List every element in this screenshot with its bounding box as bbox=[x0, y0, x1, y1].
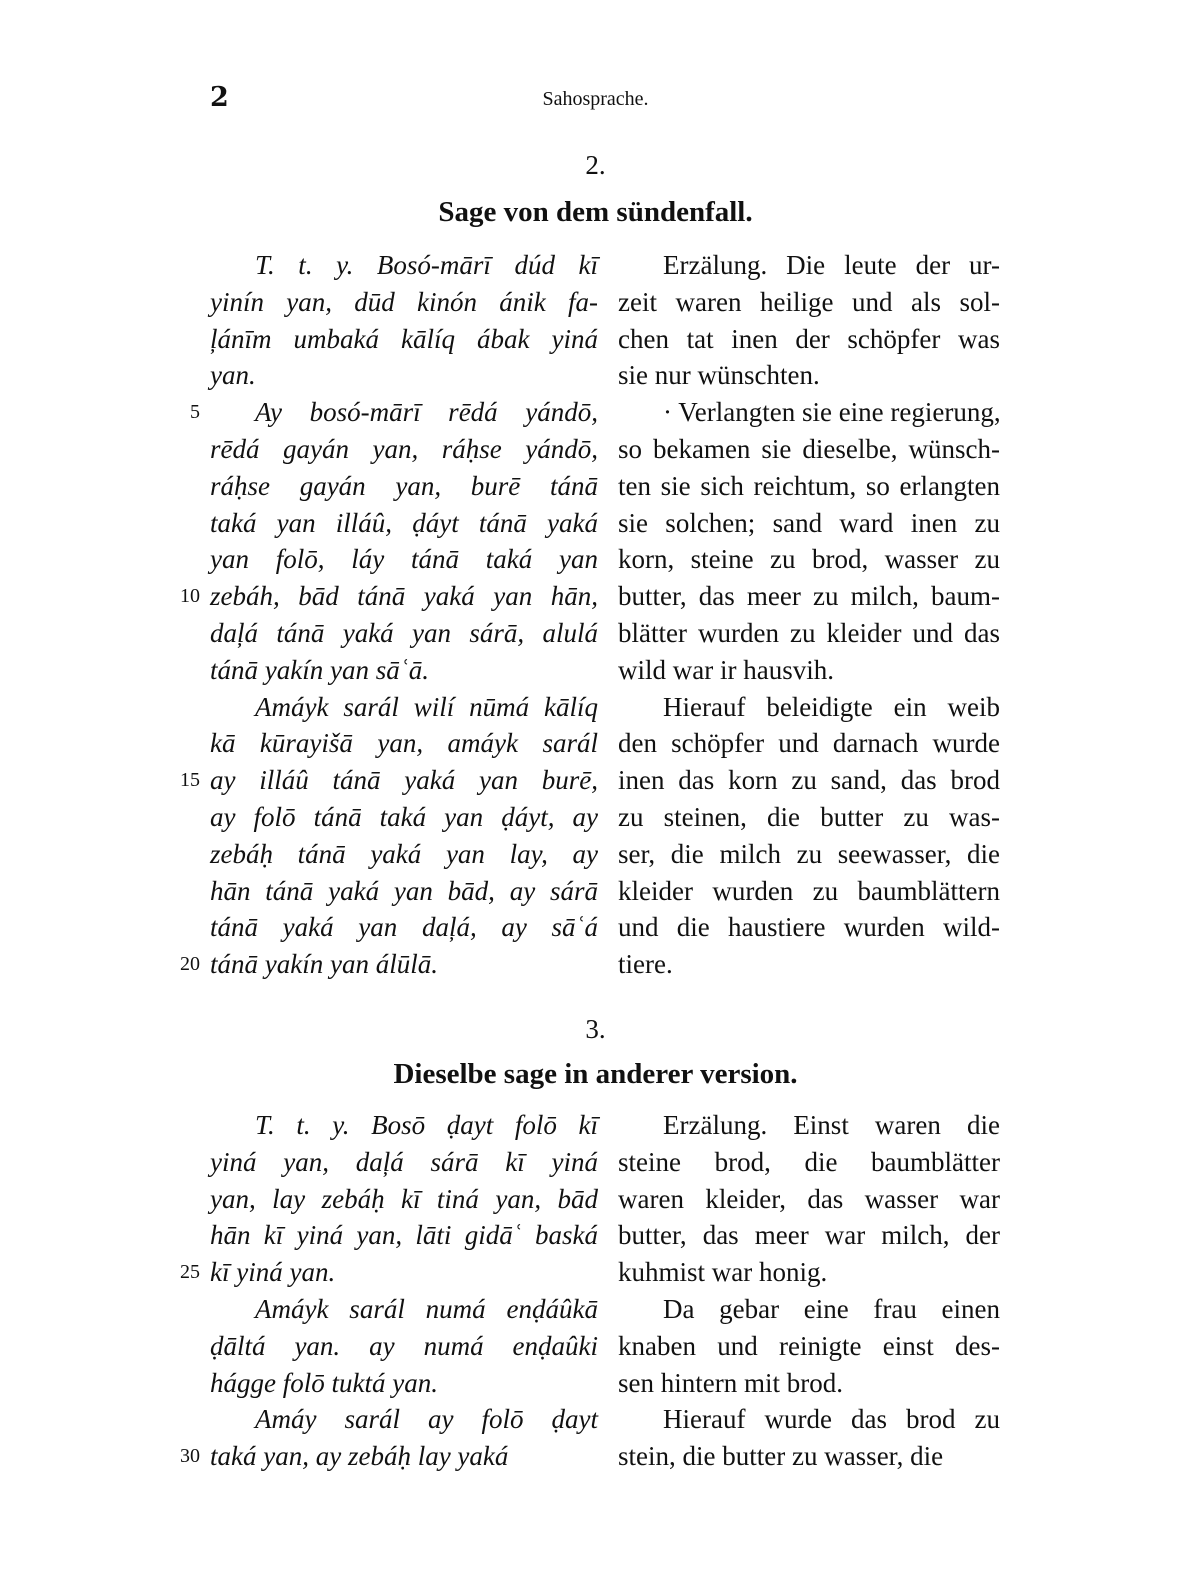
text-line: tánā yaká yan daļá, ay sāʿá bbox=[210, 912, 598, 943]
running-title: Sahosprache. bbox=[542, 88, 649, 110]
text-line: waren kleider, das wasser war bbox=[618, 1183, 1000, 1214]
text-line: kī yiná yan. bbox=[210, 1257, 336, 1288]
text-line: yan, lay zebáḥ kī tiná yan, bād bbox=[210, 1183, 598, 1214]
text-line: ten sie sich reichtum, so erlangten bbox=[618, 470, 1000, 501]
text-line: blätter wurden zu kleider und das bbox=[618, 618, 1000, 648]
text-line: Amáyk sarál wilí nūmá kālíq bbox=[255, 691, 598, 722]
text-line: hágge folō tuktá yan. bbox=[210, 1367, 438, 1398]
text-line: tiere. bbox=[618, 949, 673, 980]
text-line: kā kūrayišā yan, amáyk sarál bbox=[210, 728, 598, 759]
text-line: yiná yan, daļá sárā kī yiná bbox=[210, 1146, 598, 1177]
text-line: wild war ir hausvih. bbox=[618, 654, 834, 685]
text-line: so bekamen sie dieselbe, wünsch- bbox=[618, 434, 1000, 464]
text-line: sie nur wünschten. bbox=[618, 360, 820, 391]
line-number: 5 bbox=[190, 401, 200, 423]
text-line: yan folō, láy tánā taká yan bbox=[210, 544, 598, 575]
text-line: rēdá gayán yan, ráḥse yándō, bbox=[210, 434, 598, 464]
text-line: hān kī yiná yan, lāti gidāʿ baská bbox=[210, 1220, 598, 1251]
section-title: Dieselbe sage in anderer version. bbox=[393, 1058, 798, 1090]
text-line: Erzälung. Einst waren die bbox=[663, 1110, 1000, 1140]
line-number: 20 bbox=[180, 953, 200, 975]
text-line: ay folō tánā taká yan ḍáyt, ay bbox=[210, 802, 598, 832]
line-number: 25 bbox=[180, 1261, 200, 1283]
german-translation-column bbox=[618, 246, 1000, 1006]
text-line: · Verlangten sie eine regierung, bbox=[663, 397, 1001, 428]
text-line: butter, das meer war milch, der bbox=[618, 1220, 1000, 1251]
saho-text-column bbox=[210, 246, 598, 1006]
text-line: tánā yakín yan álūlā. bbox=[210, 949, 438, 980]
text-line: kleider wurden zu baumblättern bbox=[618, 875, 1000, 906]
line-number: 15 bbox=[180, 769, 200, 791]
text-line: ay illáû tánā yaká yan burē, bbox=[210, 765, 598, 796]
section-number: 2. bbox=[585, 150, 606, 180]
text-line: Hierauf wurde das brod zu bbox=[663, 1404, 1000, 1435]
saho-text-column bbox=[210, 1106, 598, 1486]
line-number: 10 bbox=[180, 585, 200, 607]
text-line: Amáyk sarál numá enḍáûkā bbox=[255, 1294, 598, 1324]
text-line: ḍāltá yan. ay numá enḍaûki bbox=[210, 1330, 598, 1361]
text-line: Ay bosó-mārī rēdá yándō, bbox=[255, 397, 598, 428]
text-line: zu steinen, die butter zu was- bbox=[618, 802, 1000, 832]
text-line: ráḥse gayán yan, burē tánā bbox=[210, 470, 598, 501]
text-line: knaben und reinigte einst des- bbox=[618, 1330, 1000, 1361]
text-line: ser, die milch zu seewasser, die bbox=[618, 838, 1000, 869]
text-line: yan. bbox=[210, 360, 256, 391]
text-line: chen tat inen der schöpfer was bbox=[618, 323, 1000, 354]
text-line: zeit waren heilige und als sol- bbox=[618, 286, 1000, 317]
text-line: T. t. y. Bosō ḍayt folō kī bbox=[255, 1110, 598, 1140]
line-number: 30 bbox=[180, 1445, 200, 1467]
text-line: sie solchen; sand ward inen zu bbox=[618, 507, 1000, 538]
text-line: zebáh, bād tánā yaká yan hān, bbox=[210, 581, 598, 612]
text-line: daļá tánā yaká yan sárā, alulá bbox=[210, 618, 598, 648]
text-line: butter, das meer zu milch, baum- bbox=[618, 581, 1000, 612]
text-line: Da gebar eine frau einen bbox=[663, 1294, 1000, 1324]
text-line: taká yan illáû, ḍáyt tánā yaká bbox=[210, 507, 598, 538]
text-line: stein, die butter zu wasser, die bbox=[618, 1441, 944, 1472]
text-line: Hierauf beleidigte ein weib bbox=[663, 691, 1000, 722]
text-line: zebáḥ tánā yaká yan lay, ay bbox=[210, 838, 598, 869]
text-line: Erzälung. Die leute der ur- bbox=[663, 250, 1000, 280]
text-line: und die haustiere wurden wild- bbox=[618, 912, 1000, 943]
section-title: Sage von dem sündenfall. bbox=[438, 196, 753, 228]
text-line: ļánīm umbaká kālíq ábak yiná bbox=[210, 323, 598, 354]
text-line: hān tánā yaká yan bād, ay sárā bbox=[210, 875, 598, 906]
text-line: steine brod, die baumblätter bbox=[618, 1146, 1000, 1177]
text-line: kuhmist war honig. bbox=[618, 1257, 828, 1288]
text-line: inen das korn zu sand, das brod bbox=[618, 765, 1000, 796]
text-line: taká yan, ay zebáḥ lay yaká bbox=[210, 1441, 509, 1472]
text-line: T. t. y. Bosó-mārī dúd kī bbox=[255, 250, 598, 280]
german-translation-column bbox=[618, 1106, 1000, 1486]
text-line: den schöpfer und darnach wurde bbox=[618, 728, 1000, 759]
page-number: 2 bbox=[210, 82, 229, 113]
text-line: korn, steine zu brod, wasser zu bbox=[618, 544, 1000, 575]
text-line: yinín yan, dūd kinón ánik fa- bbox=[210, 286, 598, 317]
text-line: tánā yakín yan sāʿā. bbox=[210, 654, 429, 685]
section-number: 3. bbox=[585, 1014, 606, 1044]
text-line: Amáy sarál ay folō ḍayt bbox=[255, 1404, 598, 1435]
text-line: sen hintern mit brod. bbox=[618, 1367, 843, 1398]
